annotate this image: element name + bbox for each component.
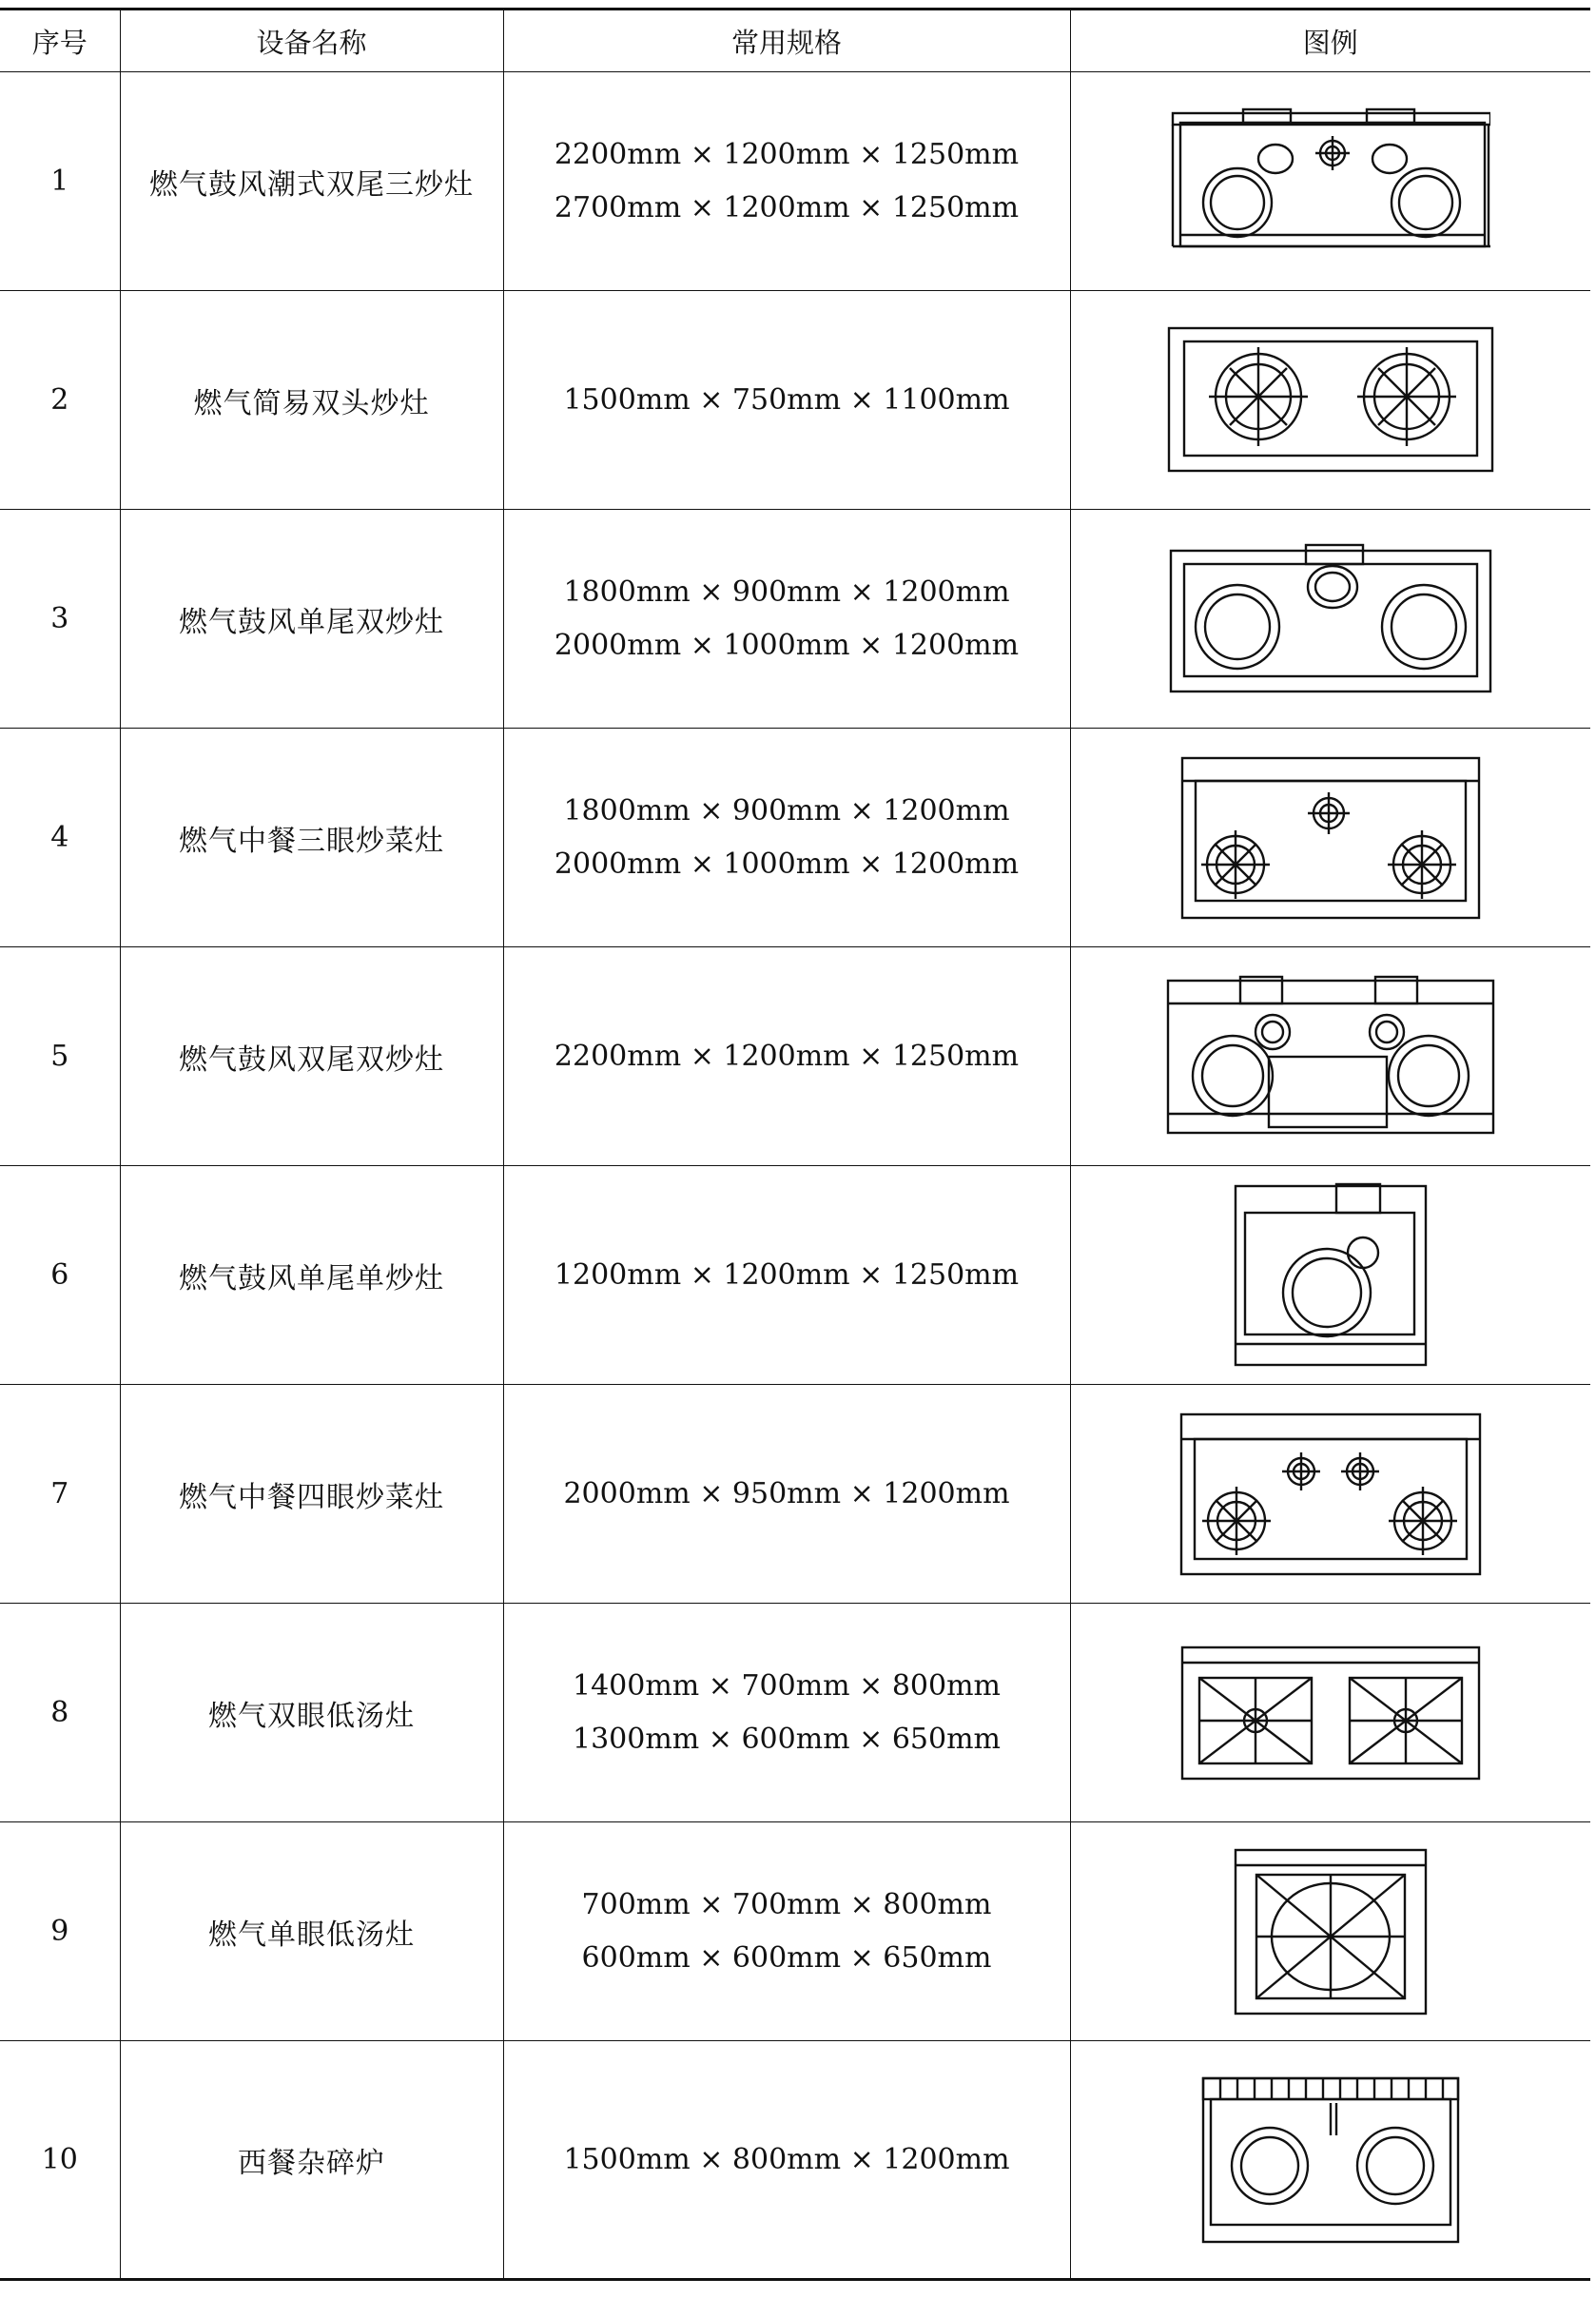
table-row: [0, 1166, 1590, 1385]
row-index: 8: [0, 1604, 120, 1822]
figure-cell: [1070, 729, 1590, 947]
stove-four-eye-chinese-icon: [1179, 1411, 1482, 1578]
spec-cell: [503, 291, 1070, 510]
header-spec: 常用规格: [503, 10, 1070, 72]
figure-cell: [1070, 1385, 1590, 1604]
spec-line: 600mm × 600mm × 650mm: [581, 1940, 992, 1975]
spec-line: 2700mm × 1200mm × 1250mm: [554, 190, 1020, 224]
spec-cell: [503, 510, 1070, 729]
equipment-name: 燃气简易双头炒灶: [120, 291, 503, 510]
stove-single-wok-icon: [1232, 1180, 1430, 1371]
table-row: [0, 1822, 1590, 2041]
figure-cell: [1070, 2041, 1590, 2280]
table-row: [0, 72, 1590, 291]
table-row: [0, 947, 1590, 1166]
row-index: 5: [0, 947, 120, 1166]
spec-cell: [503, 72, 1070, 291]
stove-single-low-soup-icon: [1232, 1846, 1430, 2017]
equipment-name: 西餐杂碎炉: [120, 2041, 503, 2280]
equipment-name: 燃气单眼低汤灶: [120, 1822, 503, 2041]
equipment-name: 燃气中餐四眼炒菜灶: [120, 1385, 503, 1604]
table-row: [0, 1604, 1590, 1822]
stove-three-eye-chinese-icon: [1180, 754, 1481, 922]
equipment-name: 燃气中餐三眼炒菜灶: [120, 729, 503, 947]
spec-cell: [503, 2041, 1070, 2280]
row-index: 10: [0, 2041, 120, 2280]
row-index: 6: [0, 1166, 120, 1385]
header-index: 序号: [0, 10, 120, 72]
equipment-name: 燃气双眼低汤灶: [120, 1604, 503, 1822]
equipment-name: 燃气鼓风单尾单炒灶: [120, 1166, 503, 1385]
row-index: 3: [0, 510, 120, 729]
figure-cell: [1070, 947, 1590, 1166]
figure-cell: [1070, 1166, 1590, 1385]
figure-cell: [1070, 510, 1590, 729]
spec-cell: [503, 1604, 1070, 1822]
spec-line: 1800mm × 900mm × 1200mm: [563, 793, 1010, 828]
spec-line: 700mm × 700mm × 800mm: [581, 1887, 992, 1921]
spec-cell: [503, 729, 1070, 947]
stove-double-low-soup-icon: [1180, 1644, 1481, 1782]
figure-cell: [1070, 1822, 1590, 2041]
spec-line: 2200mm × 1200mm × 1250mm: [554, 1039, 1020, 1073]
spec-line: 1400mm × 700mm × 800mm: [573, 1668, 1001, 1703]
figure-cell: [1070, 1604, 1590, 1822]
spec-line: 2000mm × 950mm × 1200mm: [563, 1476, 1010, 1510]
spec-cell: [503, 1166, 1070, 1385]
header-figure: 图例: [1070, 10, 1590, 72]
row-index: 7: [0, 1385, 120, 1604]
spec-line: 1300mm × 600mm × 650mm: [573, 1722, 1001, 1756]
table-row: [0, 1385, 1590, 1604]
header-name: 设备名称: [120, 10, 503, 72]
spec-line: 2000mm × 1000mm × 1200mm: [554, 628, 1020, 662]
row-index: 9: [0, 1822, 120, 2041]
equipment-name: 燃气鼓风潮式双尾三炒灶: [120, 72, 503, 291]
row-index: 2: [0, 291, 120, 510]
spec-line: 1200mm × 1200mm × 1250mm: [554, 1257, 1020, 1292]
figure-cell: [1070, 291, 1590, 510]
spec-line: 1500mm × 750mm × 1100mm: [563, 382, 1010, 417]
table-row: [0, 729, 1590, 947]
spec-line: 1800mm × 900mm × 1200mm: [563, 574, 1010, 609]
table-header-row: [0, 10, 1590, 72]
stove-two-burner-simple-icon: [1167, 324, 1494, 477]
stove-double-wok-double-tail-icon: [1166, 973, 1495, 1140]
table-row: [0, 291, 1590, 510]
equipment-name: 燃气鼓风单尾双炒灶: [120, 510, 503, 729]
spec-cell: [503, 947, 1070, 1166]
table-row: [0, 510, 1590, 729]
table-row: [0, 2041, 1590, 2280]
spec-line: 2000mm × 1000mm × 1200mm: [554, 847, 1020, 881]
stove-double-wok-single-tail-icon: [1169, 543, 1492, 695]
equipment-name: 燃气鼓风双尾双炒灶: [120, 947, 503, 1166]
stove-three-burner-blower-icon: [1171, 106, 1490, 258]
spec-line: 2200mm × 1200mm × 1250mm: [554, 137, 1020, 171]
figure-cell: [1070, 72, 1590, 291]
spec-line: 1500mm × 800mm × 1200mm: [563, 2142, 1010, 2176]
spec-cell: [503, 1822, 1070, 2041]
row-index: 1: [0, 72, 120, 291]
spec-cell: [503, 1385, 1070, 1604]
row-index: 4: [0, 729, 120, 947]
western-chop-suey-stove-icon: [1199, 2074, 1462, 2246]
equipment-table: [0, 8, 1590, 2281]
